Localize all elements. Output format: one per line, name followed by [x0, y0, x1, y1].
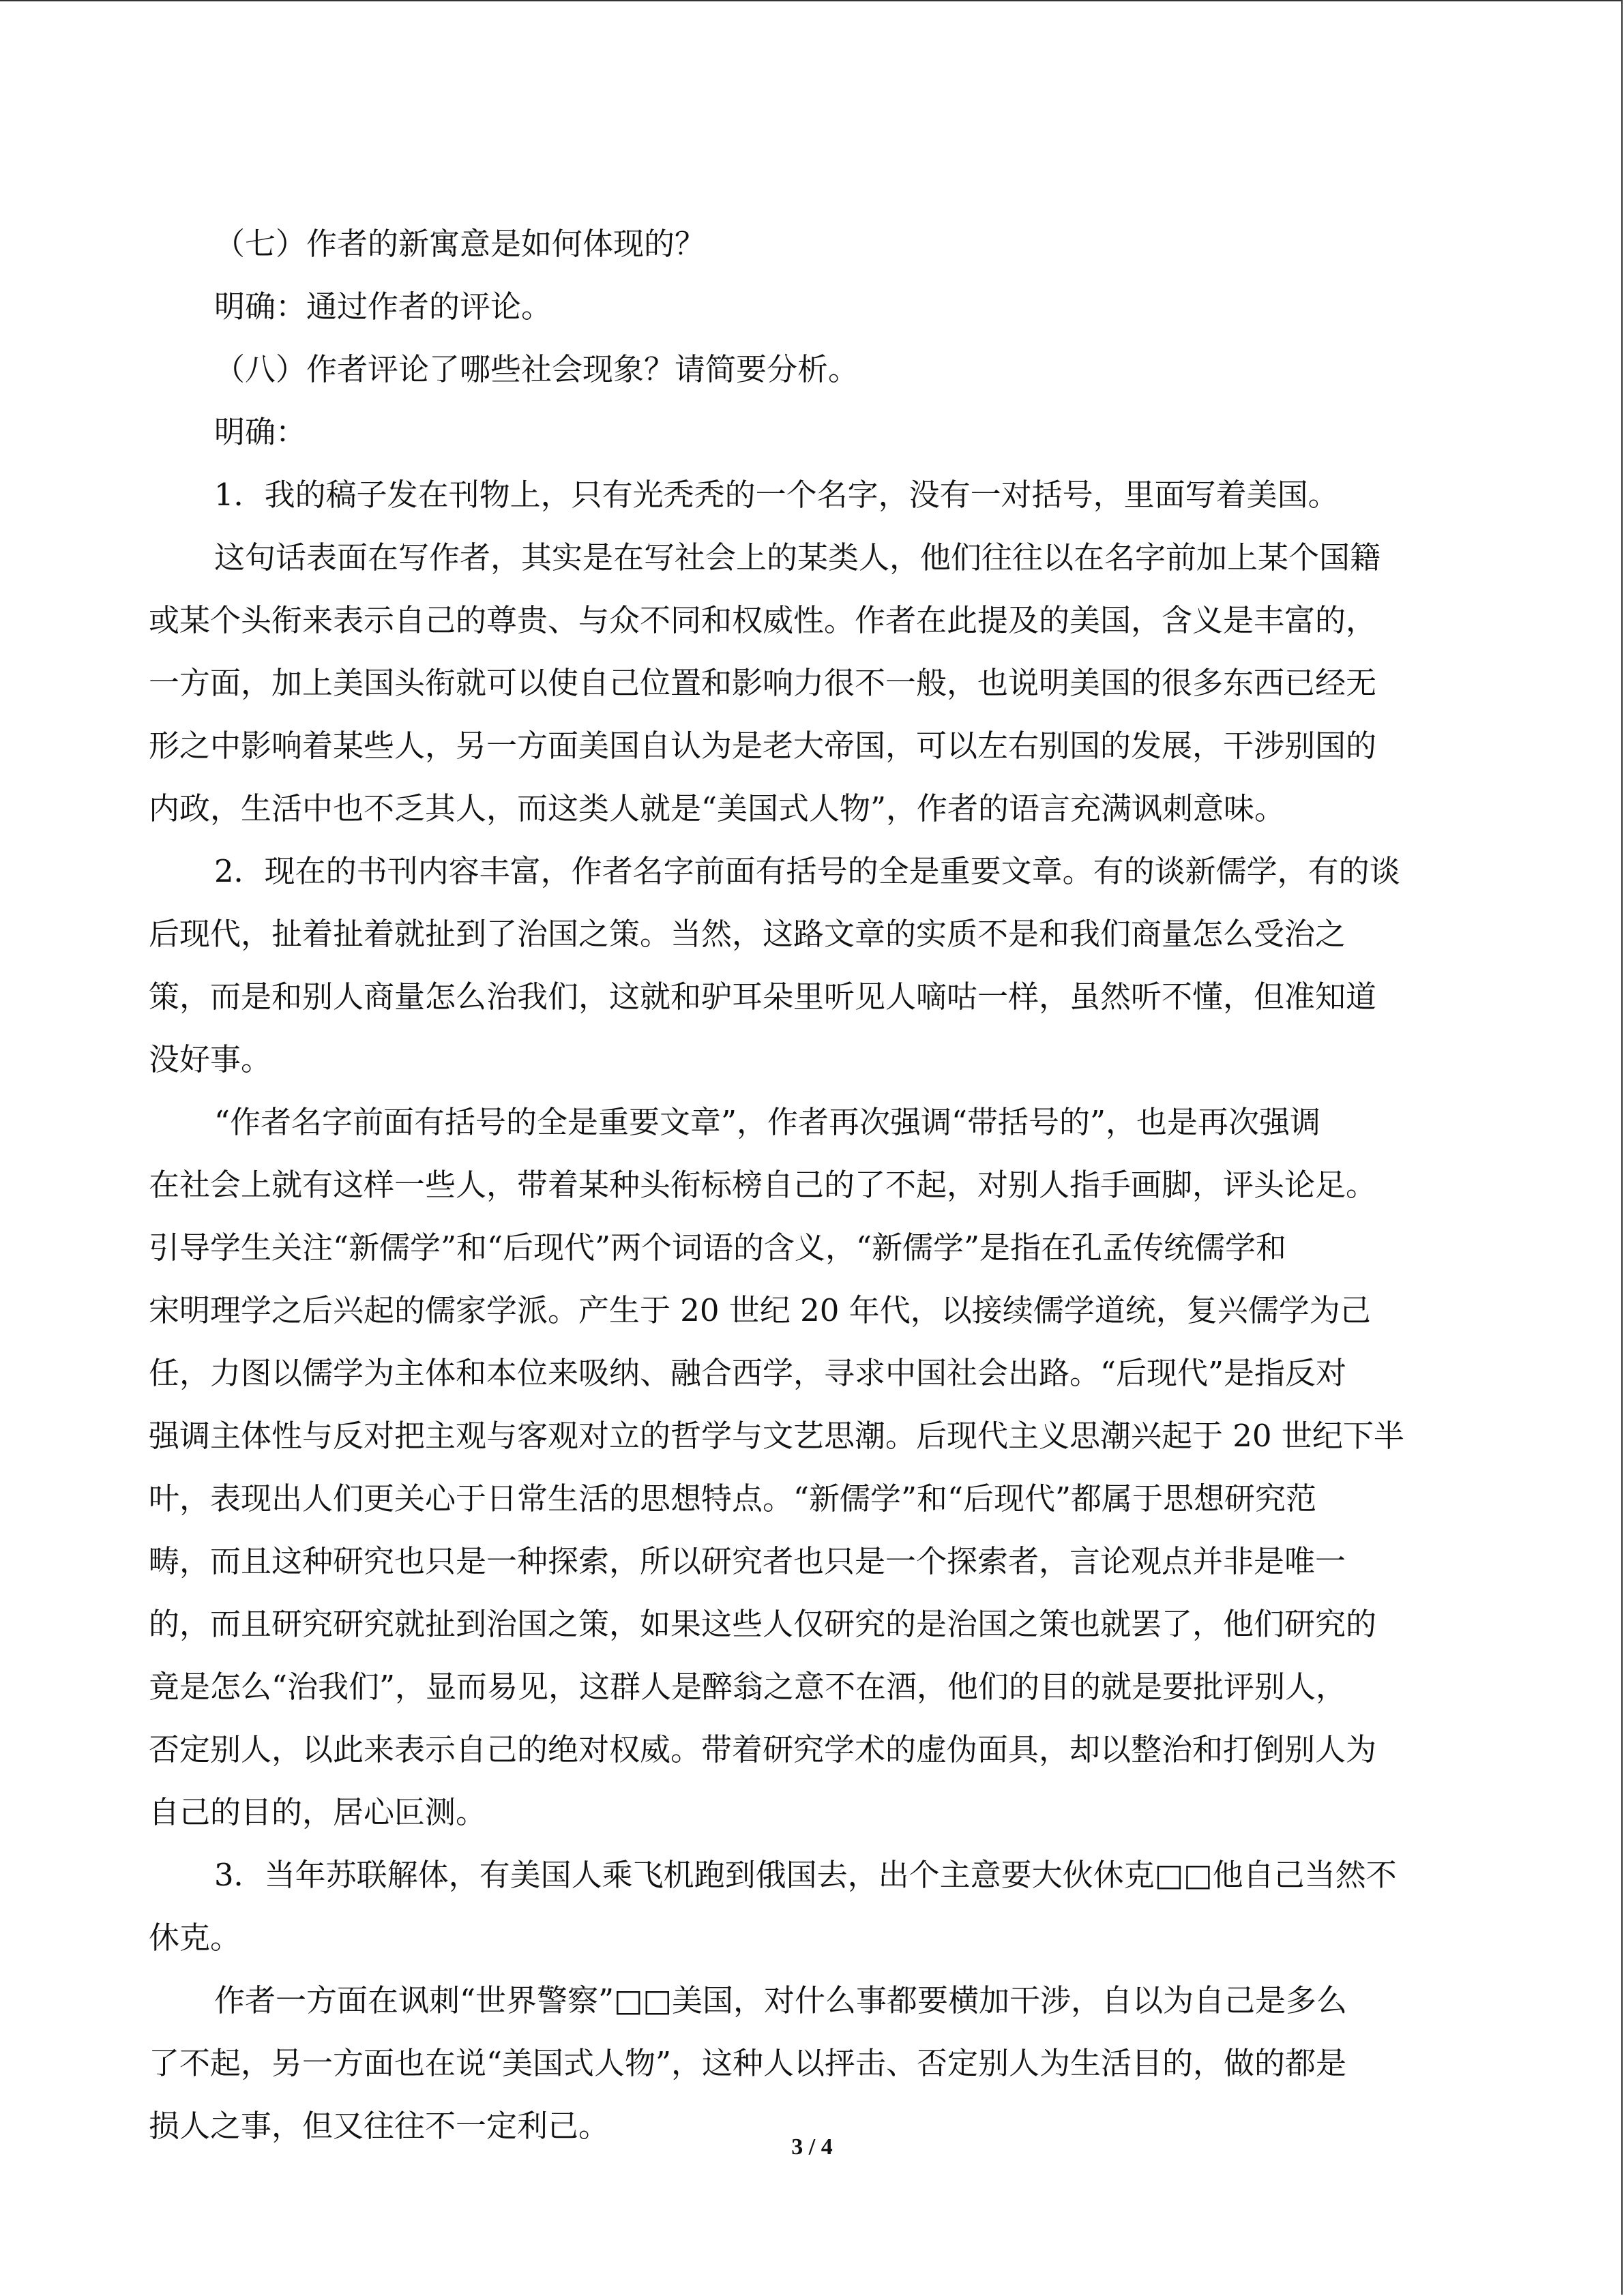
text-line: 任，力图以儒学为主体和本位来吸纳、融合西学，寻求中国社会出路。“后现代”是指反对 — [149, 1355, 1347, 1391]
text-line: 内政，生活中也不乏其人，而这类人就是“美国式人物”，作者的语言充满讽刺意味。 — [149, 790, 1286, 826]
text-line: 或某个头衔来表示自己的尊贵、与众不同和权威性。作者在此提及的美国，含义是丰富的， — [149, 602, 1377, 638]
text-line: 畴，而且这种研究也只是一种探索，所以研究者也只是一个探索者，言论观点并非是唯一 — [149, 1543, 1346, 1579]
text-line: 作者一方面在讽刺“世界警察”□□美国，对什么事都要横加干涉，自以为自己是多么 — [214, 1982, 1348, 2018]
text-line: 3．当年苏联解体，有美国人乘飞机跑到俄国去，出个主意要大伙休克□□他自己当然不 — [214, 1857, 1397, 1893]
text-line: 在社会上就有这样一些人，带着某种头衔标榜自己的了不起，对别人指手画脚，评头论足。 — [149, 1167, 1377, 1203]
text-line: 损人之事，但又往往不一定利己。 — [149, 2108, 610, 2144]
text-line: 一方面，加上美国头衔就可以使自己位置和影响力很不一般，也说明美国的很多东西已经无 — [149, 665, 1377, 701]
text-line: 强调主体性与反对把主观与客观对立的哲学与文艺思潮。后现代主义思潮兴起于 20 世纪下半 — [149, 1418, 1404, 1454]
text-line: “作者名字前面有括号的全是重要文章”，作者再次强调“带括号的”，也是再次强调 — [214, 1104, 1321, 1140]
text-line: 明确：通过作者的评论。 — [214, 288, 552, 325]
text-line: 形之中影响着某些人，另一方面美国自认为是老大帝国，可以左右别国的发展，干涉别国的 — [149, 728, 1377, 764]
text-line: 宋明理学之后兴起的儒家学派。产生于 20 世纪 20 年代，以接续儒学道统，复兴儒学为己 — [149, 1292, 1371, 1328]
text-line: 这句话表面在写作者，其实是在写社会上的某类人，他们往往以在名字前加上某个国籍 — [214, 539, 1381, 576]
text-line: 引导学生关注“新儒学”和“后现代”两个词语的含义，“新儒学”是指在孔孟传统儒学和 — [149, 1229, 1287, 1266]
text-line: 没好事。 — [149, 1041, 272, 1077]
text-line: 策，而是和别人商量怎么治我们，这就和驴耳朵里听见人嘀咕一样，虽然听不懂，但准知道 — [149, 979, 1377, 1015]
text-line: （七）作者的新寓意是如何体现的？ — [214, 226, 706, 262]
text-line: 休克。 — [149, 1920, 241, 1956]
text-line: 2．现在的书刊内容丰富，作者名字前面有括号的全是重要文章。有的谈新儒学，有的谈 — [214, 853, 1400, 889]
text-line: 了不起，另一方面也在说“美国式人物”，这种人以抨击、否定别人为生活目的，做的都是 — [149, 2045, 1347, 2081]
document-body — [149, 213, 1475, 2158]
text-line: 叶，表现出人们更关心于日常生活的思想特点。“新儒学”和“后现代”都属于思想研究范 — [149, 1480, 1317, 1517]
text-line: 1．我的稿子发在刊物上，只有光秃秃的一个名字，没有一对括号，里面写着美国。 — [214, 477, 1339, 513]
text-line: 明确： — [214, 414, 307, 450]
text-line: 后现代，扯着扯着就扯到了治国之策。当然，这路文章的实质不是和我们商量怎么受治之 — [149, 916, 1346, 952]
text-line: （八）作者评论了哪些社会现象？请简要分析。 — [214, 351, 859, 387]
page-number: 3 / 4 — [791, 2134, 833, 2160]
text-line: 否定别人，以此来表示自己的绝对权威。带着研究学术的虚伪面具，却以整治和打倒别人为 — [149, 1731, 1377, 1768]
text-line: 的，而且研究研究就扯到治国之策，如果这些人仅研究的是治国之策也就罢了，他们研究的 — [149, 1606, 1377, 1642]
text-line: 竟是怎么“治我们”，显而易见，这群人是醉翁之意不在酒，他们的目的就是要批评别人， — [149, 1669, 1347, 1705]
text-line: 自己的目的，居心叵测。 — [149, 1794, 487, 1830]
